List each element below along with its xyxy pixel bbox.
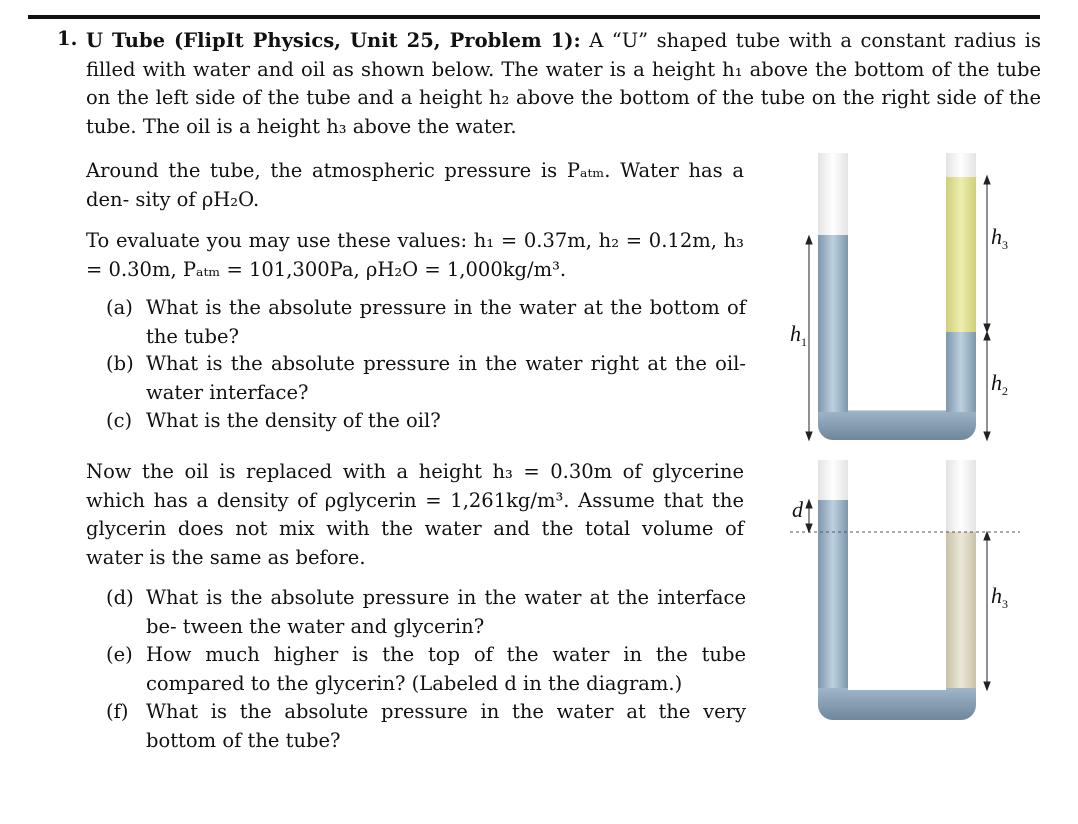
question-text: What is the absolute pressure in the water at the interface be- tween the water and glycerin?	[146, 586, 746, 638]
problem-title: U Tube (FlipIt Physics, Unit 25, Problem 1):	[86, 29, 581, 52]
question-a	[106, 294, 746, 351]
d-arrow	[806, 500, 812, 532]
question-label: (b)	[106, 352, 134, 375]
problem-number: 1.	[57, 27, 78, 50]
u-tube-diagram	[770, 140, 1030, 760]
tube-bend	[818, 410, 976, 440]
question-b	[106, 350, 746, 407]
h3-label-top: h	[991, 224, 1002, 249]
question-e	[106, 641, 746, 698]
intro-text: A “U” shaped tube with a constant radius is filled with water and oil as shown below. The water is a height h₁ above the bottom of the tube on the left side of the tube and a height h₂ above the bottom of the tube on the right side of the tube. The oil is a height h₃ above the water.	[86, 29, 1042, 138]
question-text: What is the density of the oil?	[146, 409, 441, 432]
question-f	[106, 698, 746, 755]
question-text: What is the absolute pressure in the water at the bottom of the tube?	[146, 296, 746, 348]
problem-intro	[86, 27, 1041, 141]
h3-label-bottom: h	[991, 583, 1002, 608]
question-d	[106, 584, 746, 641]
glycerin-column	[946, 532, 976, 690]
top-rule	[28, 15, 1040, 19]
h2-subscript: 2	[1002, 384, 1008, 398]
right-empty-section-bottom	[946, 460, 976, 532]
bend-highlight	[848, 410, 946, 411]
left-water-column	[818, 235, 848, 413]
h1-label: h	[790, 321, 801, 346]
left-water-column-bottom	[818, 500, 848, 690]
question-text: What is the absolute pressure in the water right at the oil-water interface?	[146, 352, 746, 404]
right-empty-section	[946, 153, 976, 177]
question-c	[106, 407, 746, 436]
question-text: What is the absolute pressure in the water at the very bottom of the tube?	[146, 700, 746, 752]
left-empty-section	[818, 153, 848, 235]
u-tube-top	[818, 153, 976, 440]
h2-label: h	[991, 370, 1002, 395]
d-label: d	[792, 497, 803, 522]
h3-arrow-top	[984, 176, 990, 332]
h3-subscript-top: 3	[1002, 238, 1008, 252]
h3-subscript-bottom: 3	[1002, 597, 1008, 611]
question-label: (e)	[106, 643, 133, 666]
right-water-column	[946, 332, 976, 413]
h2-arrow	[984, 332, 990, 440]
tube-bend-bottom	[818, 688, 976, 720]
question-label: (a)	[106, 296, 133, 319]
paragraph-values: To evaluate you may use these values: h₁ = 0.37m, h₂ = 0.12m, h₃ = 0.30m, Pₐₜₘ = 101,300Pa, ρH₂O = 1,000kg/m³.	[86, 229, 744, 281]
left-empty-section-bottom	[818, 460, 848, 500]
question-text: How much higher is the top of the water in the tube compared to the glycerin? (Labeled d in the diagram.)	[146, 643, 746, 695]
u-tube-bottom	[818, 460, 976, 720]
paragraph-glycerin: Now the oil is replaced with a height h₃ = 0.30m of glycerine which has a density of ρglycerin = 1,261kg/m³. Assume that the glycerin does not mix with the water and the total volume of water is the same as before.	[86, 460, 744, 569]
question-label: (c)	[106, 409, 133, 432]
h1-subscript: 1	[801, 335, 807, 349]
oil-column	[946, 177, 976, 332]
paragraph-atmosphere: Around the tube, the atmospheric pressure is Pₐₜₘ. Water has a den- sity of ρH₂O.	[86, 159, 744, 211]
question-label: (d)	[106, 586, 134, 609]
question-label: (f)	[106, 700, 129, 723]
h3-arrow-bottom	[984, 532, 990, 690]
